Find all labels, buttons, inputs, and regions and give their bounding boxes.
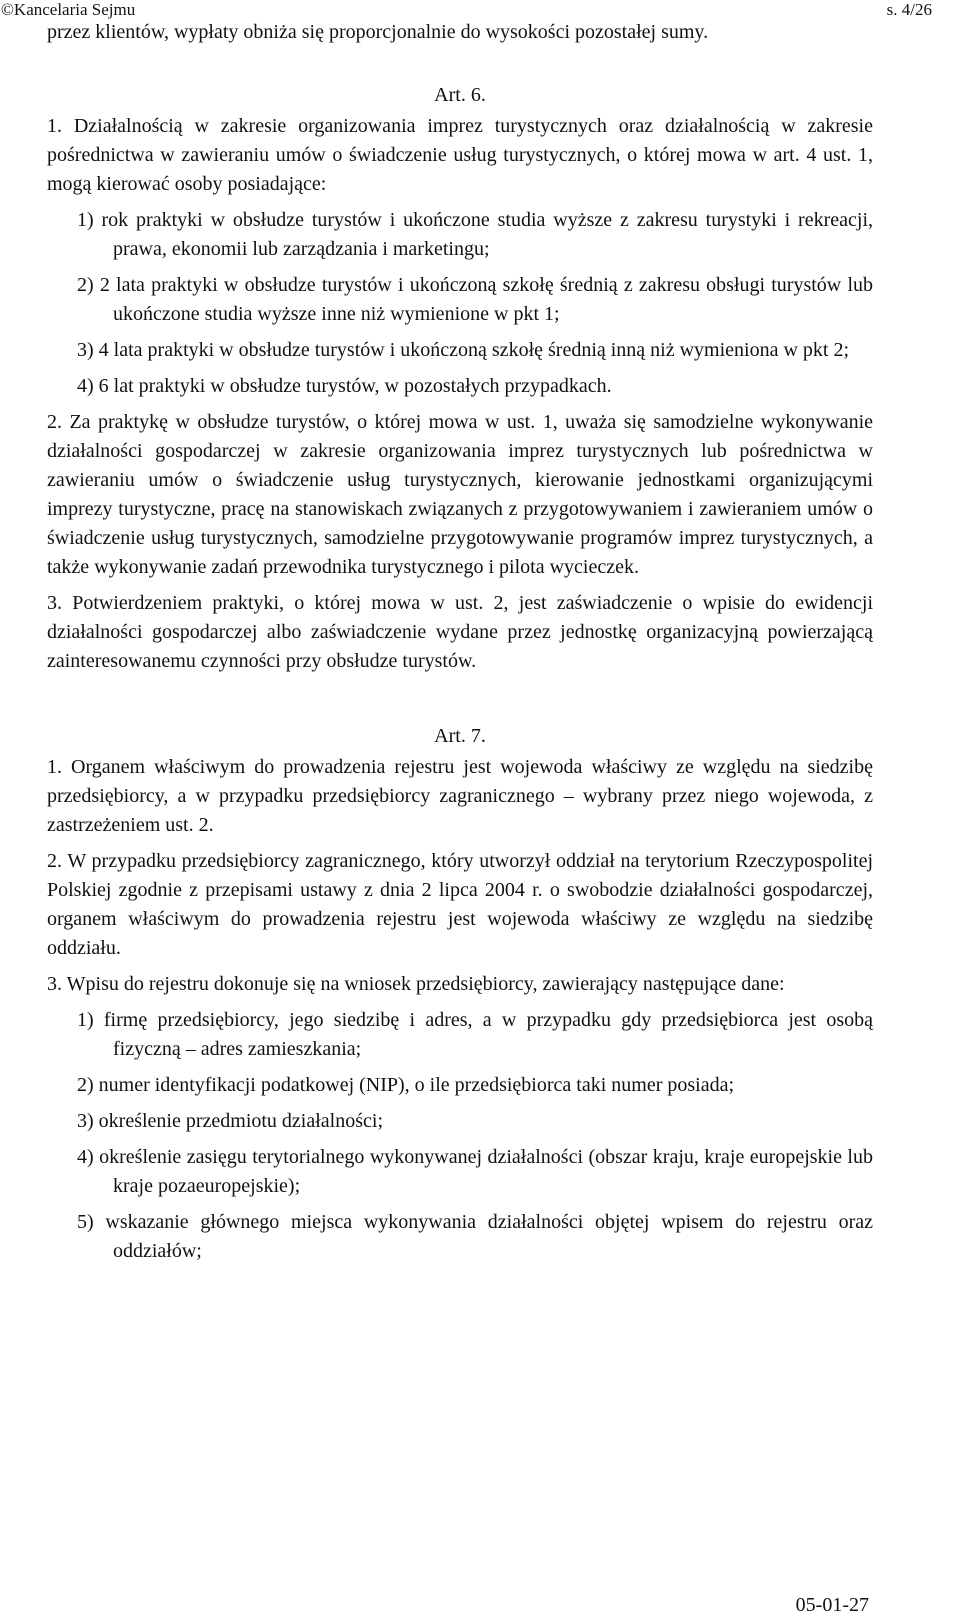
publisher-label: ©Kancelaria Sejmu [1, 0, 136, 19]
continuation-paragraph: przez klientów, wypłaty obniża się proporcjonalnie do wysokości pozostałej sumy. [47, 21, 709, 43]
list-item: 2) 2 lata praktyki w obsłudze turystów i ukończoną szkołę średnią z zakresu obsługi turystów lub ukończone studia wyższe inne niż wymienione w pkt 1; [77, 274, 873, 325]
article-7-paragraph-1: 1. Organem właściwym do prowadzenia rejestru jest wojewoda właściwy ze względu na siedzibę przedsiębiorcy, a w przypadku przedsiębiorcy zagranicznego – wybrany przez niego wojewoda, z zastrzeżeniem ust. 2. [47, 756, 873, 836]
list-item: 1) firmę przedsiębiorcy, jego siedzibę i adres, a w przypadku gdy przedsiębiorca jest osobą fizyczną – adres zamieszkania; [77, 1009, 873, 1060]
list-item: 4) 6 lat praktyki w obsłudze turystów, w pozostałych przypadkach. [77, 375, 612, 397]
article-7-paragraph-3: 3. Wpisu do rejestru dokonuje się na wniosek przedsiębiorcy, zawierający następujące dane: [47, 973, 785, 995]
article-7-list [47, 1006, 873, 1266]
article-7-title: Art. 7. [434, 725, 486, 747]
document-date: 05-01-27 [795, 1594, 869, 1616]
list-item: 5) wskazanie głównego miejsca wykonywania działalności objętej wpisem do rejestru oraz oddziałów; [77, 1211, 873, 1262]
list-item: 4) określenie zasięgu terytorialnego wykonywanej działalności (obszar kraju, kraje europejskie lub kraje pozaeuropejskie); [77, 1146, 873, 1197]
article-6-paragraph-1: 1. Działalnością w zakresie organizowania imprez turystycznych oraz działalnością w zakresie pośrednictwa w zawieraniu umów o świadczenie usług turystycznych, o której mowa w art. 4 ust. 1, mogą kierować osoby posiadające: [47, 115, 873, 195]
article-6-title: Art. 6. [434, 84, 486, 106]
article-6-paragraph-3: 3. Potwierdzeniem praktyki, o której mowa w ust. 2, jest zaświadczenie o wpisie do ewidencji działalności gospodarczej albo zaświadczenie wydane przez jednostkę organizacyjną powierzającą zainteresowanemu czynności przy obsłudze turystów. [47, 592, 873, 672]
article-7-paragraph-2: 2. W przypadku przedsiębiorcy zagranicznego, który utworzył oddział na terytorium Rzeczypospolitej Polskiej zgodnie z przepisami ustawy z dnia 2 lipca 2004 r. o swobodzie działalności gospodarczej, organem właściwym do prowadzenia rejestru jest wojewoda właściwy ze względu na siedzibę oddziału. [47, 850, 873, 959]
article-6-list [47, 206, 873, 401]
page-number: s. 4/26 [886, 0, 932, 19]
list-item: 1) rok praktyki w obsłudze turystów i ukończone studia wyższe z zakresu turystyki i rekreacji, prawa, ekonomii lub zarządzania i marketingu; [77, 209, 873, 260]
document-body [47, 18, 873, 1266]
list-item: 3) określenie przedmiotu działalności; [77, 1110, 384, 1132]
article-6-paragraph-2: 2. Za praktykę w obsłudze turystów, o której mowa w ust. 1, uważa się samodzielne wykonywanie działalności gospodarczej w zakresie organizowania imprez turystycznych lub pośrednictwa w zawieraniu umów o świadczenie usług turystycznych, kierowanie jednostkami organizującymi imprezy turystyczne, pracę na stanowiskach związanych z przygotowywaniem i zawieraniem umów o świadczenie usług turystycznych, samodzielne przygotowywanie programów imprez turystycznych, a także wykonywanie zadań przewodnika turystycznego i pilota wycieczek. [47, 411, 873, 578]
list-item: 3) 4 lata praktyki w obsłudze turystów i ukończoną szkołę średnią inną niż wymieniona w pkt 2; [77, 339, 850, 361]
list-item: 2) numer identyfikacji podatkowej (NIP), o ile przedsiębiorca taki numer posiada; [77, 1074, 735, 1096]
